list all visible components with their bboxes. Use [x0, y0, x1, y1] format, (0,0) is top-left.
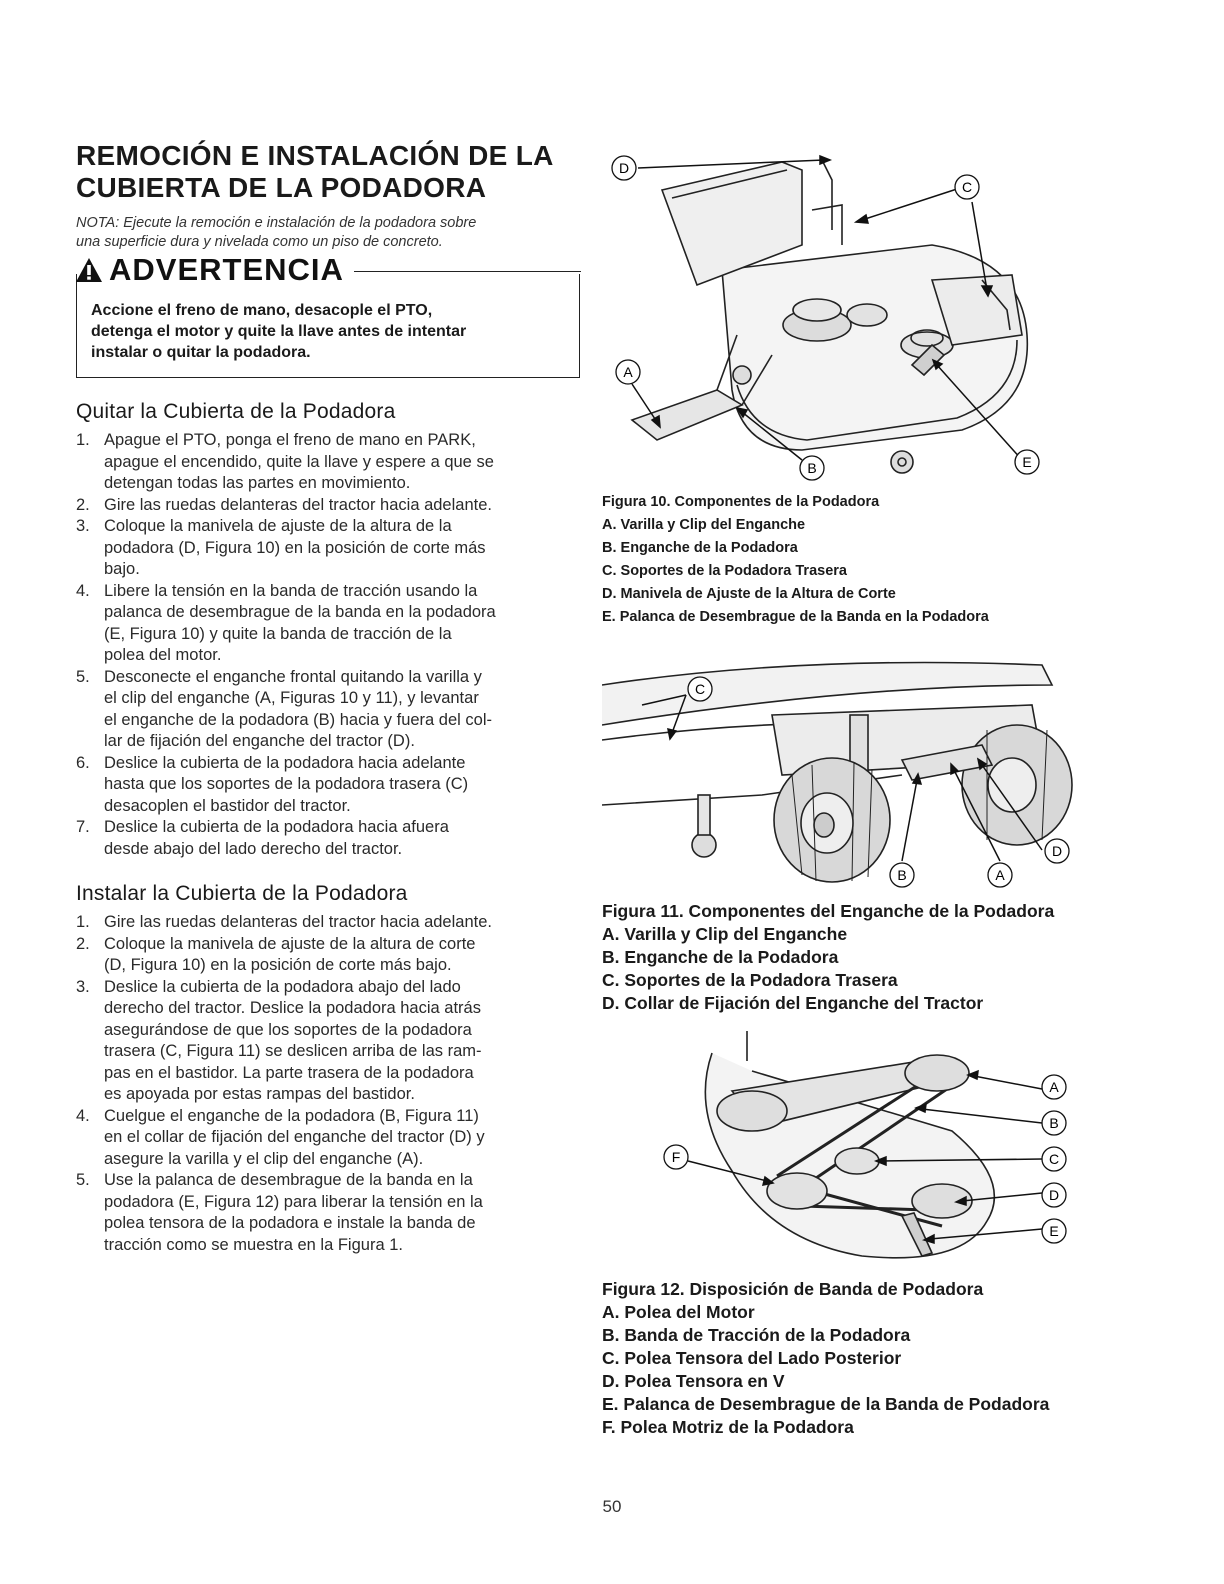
step-text	[104, 817, 580, 860]
step-item	[76, 934, 580, 977]
step-number: 1.	[76, 431, 90, 449]
step-number: 6.	[76, 753, 90, 772]
figure-caption-item: A. Polea del Motor	[602, 1302, 755, 1322]
fig12-callout-f: F	[671, 1149, 681, 1165]
step-line: asegure la varilla y el clip del enganche (A).	[104, 1149, 424, 1168]
step-item	[76, 516, 580, 581]
figure-caption-item: A. Varilla y Clip del Enganche	[602, 924, 848, 944]
left-column	[76, 140, 580, 1256]
step-line: Desconecte el enganche frontal quitando la varilla y	[104, 667, 482, 686]
step-text	[104, 912, 580, 934]
figure-caption-item: E. Palanca de Desembrague de la Banda de Podadora	[602, 1394, 1050, 1414]
figure-caption-item: B. Enganche de la Podadora	[602, 947, 839, 967]
step-line: es apoyada por estas rampas del bastidor.	[104, 1085, 415, 1103]
warning-header	[75, 252, 581, 288]
figure-11-illustration	[602, 645, 1082, 895]
step-text	[104, 934, 580, 977]
step-line: trasera (C, Figura 11) se deslicen arriba de las ram-	[104, 1042, 482, 1060]
step-item	[76, 1170, 580, 1256]
step-line: (D, Figura 10) en la posición de corte más bajo.	[104, 956, 452, 974]
fig10-callout-b: B	[807, 460, 817, 476]
step-text	[104, 753, 580, 818]
step-line: apague el encendido, quite la llave y espere a que se	[104, 452, 494, 471]
warning-text: Accione el freno de mano, desacople el PTO, detenga el motor y quite la llave antes de intentar instalar o quitar la podadora.	[91, 302, 467, 361]
step-line: Apague el PTO, ponga el freno de mano en PARK,	[104, 431, 476, 449]
step-text	[104, 495, 580, 517]
step-line: Use la palanca de desembrague de la banda en la	[104, 1171, 473, 1189]
figure-caption-item: B. Banda de Tracción de la Podadora	[602, 1325, 911, 1345]
step-text	[104, 667, 580, 753]
step-item	[76, 977, 580, 1106]
figure-caption-item: D. Manivela de Ajuste de la Altura de Corte	[602, 586, 896, 602]
fig11-callout-c: C	[694, 681, 706, 697]
step-item	[76, 1106, 580, 1171]
step-number: 2.	[76, 934, 90, 953]
step-line: podadora (E, Figura 12) para liberar la tensión en la	[104, 1192, 483, 1211]
step-line: Libere la tensión en la banda de tracción usando la	[104, 581, 478, 600]
figure-caption-item: B. Enganche de la Podadora	[602, 540, 798, 556]
step-line: palanca de desembrague de la banda en la podadora	[104, 603, 496, 621]
figure-caption-title: Figura 12. Disposición de Banda de Podadora	[602, 1279, 984, 1299]
step-number: 5.	[76, 1171, 90, 1189]
fig12-callout-e: E	[1049, 1223, 1059, 1239]
step-line: desacoplen el bastidor del tractor.	[104, 796, 351, 815]
step-number: 3.	[76, 517, 90, 535]
figure-caption-item: C. Soportes de la Podadora Trasera	[602, 563, 847, 579]
figure-caption-item: D. Collar de Fijación del Enganche del Tractor	[602, 993, 984, 1013]
step-number: 2.	[76, 495, 90, 514]
figure-caption-item: F. Polea Motriz de la Podadora	[602, 1417, 854, 1437]
fig12-callout-a: A	[1049, 1079, 1059, 1095]
step-item	[76, 667, 580, 753]
step-line: hasta que los soportes de la podadora trasera (C)	[104, 775, 469, 793]
fig10-callout-d: D	[618, 160, 630, 176]
figure-11	[602, 645, 1162, 1015]
step-line: Gire las ruedas delanteras del tractor hacia adelante.	[104, 495, 492, 514]
step-number: 7.	[76, 818, 90, 836]
fig12-callout-d: D	[1048, 1187, 1060, 1203]
install-steps-list	[76, 912, 580, 1256]
figure-caption-item: E. Palanca de Desembrague de la Banda en la Podadora	[602, 609, 989, 625]
step-line: bajo.	[104, 560, 140, 578]
step-text	[104, 430, 580, 495]
figure-12-caption	[602, 1278, 1162, 1439]
step-line: podadora (D, Figura 10) en la posición de corte más	[104, 538, 486, 557]
note: NOTA: Ejecute la remoción e instalación de la podadora sobre una superficie dura y nivelada como un piso de concreto.	[76, 215, 477, 250]
step-line: asegurándose de que los soportes de la podadora	[104, 1020, 472, 1039]
step-text	[104, 1106, 580, 1171]
figure-caption-title: Figura 11. Componentes del Enganche de la Podadora	[602, 901, 1055, 921]
step-line: Deslice la cubierta de la podadora abajo del lado	[104, 977, 461, 996]
remove-steps-list	[76, 430, 580, 860]
figure-caption-title: Figura 10. Componentes de la Podadora	[602, 494, 880, 510]
step-number: 4.	[76, 1106, 90, 1125]
step-line: el clip del enganche (A, Figuras 10 y 11), y levantar	[104, 689, 479, 707]
step-item	[76, 430, 580, 495]
step-line: polea del motor.	[104, 646, 222, 664]
step-number: 4.	[76, 581, 90, 600]
step-item	[76, 912, 580, 934]
fig12-callout-c: C	[1048, 1151, 1060, 1167]
right-column	[602, 150, 1162, 1439]
step-line: Cuelgue el enganche de la podadora (B, Figura 11)	[104, 1106, 479, 1125]
step-line: Deslice la cubierta de la podadora hacia afuera	[104, 818, 449, 836]
step-item	[76, 817, 580, 860]
warning-heading: ADVERTENCIA	[109, 252, 344, 287]
step-line: desde abajo del lado derecho del tractor.	[104, 839, 403, 858]
figure-12-illustration	[602, 1031, 1082, 1273]
step-line: polea tensora de la podadora e instale la banda de	[104, 1214, 476, 1232]
figure-10-illustration	[602, 150, 1052, 486]
figure-caption-item: A. Varilla y Clip del Enganche	[602, 517, 806, 533]
step-line: tracción como se muestra en la Figura 1.	[104, 1235, 403, 1254]
figure-10-caption	[602, 491, 1162, 629]
step-text	[104, 516, 580, 581]
step-line: derecho del tractor. Deslice la podadora hacia atrás	[104, 999, 481, 1017]
figure-caption-item: C. Polea Tensora del Lado Posterior	[602, 1348, 902, 1368]
step-line: el enganche de la podadora (B) hacia y fuera del col-	[104, 710, 492, 729]
install-heading: Instalar la Cubierta de la Podadora	[76, 882, 408, 905]
step-item	[76, 495, 580, 517]
figure-11-caption	[602, 900, 1162, 1015]
step-text	[104, 1170, 580, 1256]
figure-caption-item: C. Soportes de la Podadora Trasera	[602, 970, 898, 990]
figure-12	[602, 1031, 1162, 1439]
step-line: detengan todas las partes en movimiento.	[104, 474, 411, 492]
figure-10	[602, 150, 1162, 629]
step-number: 5.	[76, 667, 90, 686]
remove-heading: Quitar la Cubierta de la Podadora	[76, 400, 396, 423]
figure-caption-item: D. Polea Tensora en V	[602, 1371, 785, 1391]
fig12-callout-b: B	[1049, 1115, 1059, 1131]
step-line: en el collar de fijación del enganche del tractor (D) y	[104, 1128, 485, 1146]
page-title: REMOCIÓN E INSTALACIÓN DE LA CUBIERTA DE LA PODADORA	[76, 140, 554, 203]
step-line: (E, Figura 10) y quite la banda de tracción de la	[104, 624, 452, 643]
fig10-callout-a: A	[623, 364, 633, 380]
step-line: pas en el bastidor. La parte trasera de la podadora	[104, 1063, 474, 1082]
fig11-callout-a: A	[995, 867, 1005, 883]
step-line: Coloque la manivela de ajuste de la altura de la	[104, 517, 452, 535]
warning-box	[76, 252, 580, 378]
step-line: Gire las ruedas delanteras del tractor hacia adelante.	[104, 913, 492, 931]
step-text	[104, 977, 580, 1106]
page-number: 50	[602, 1497, 622, 1516]
warning-triangle-icon	[75, 257, 103, 283]
fig10-callout-e: E	[1022, 454, 1032, 470]
divider	[354, 271, 581, 272]
fig11-callout-d: D	[1051, 843, 1063, 859]
fig11-callout-b: B	[897, 867, 907, 883]
step-text	[104, 581, 580, 667]
step-number: 3.	[76, 977, 90, 996]
step-line: lar de fijación del enganche del tractor (D).	[104, 732, 415, 750]
step-number: 1.	[76, 913, 90, 931]
step-item	[76, 581, 580, 667]
step-item	[76, 753, 580, 818]
step-line: Deslice la cubierta de la podadora hacia adelante	[104, 753, 466, 772]
step-line: Coloque la manivela de ajuste de la altura de corte	[104, 934, 476, 953]
fig10-callout-c: C	[961, 179, 973, 195]
